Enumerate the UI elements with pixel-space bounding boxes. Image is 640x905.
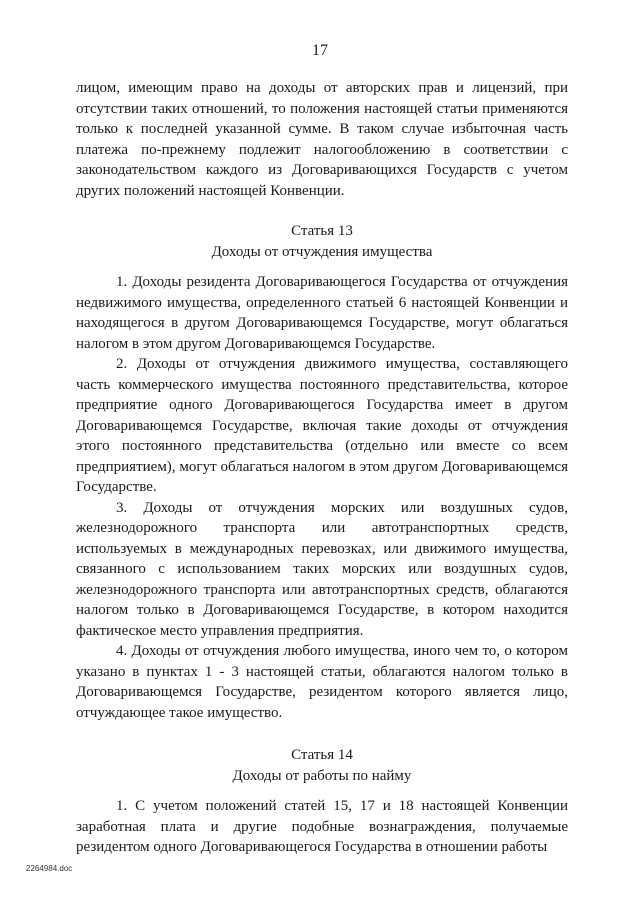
article-14-number: Статья 14 <box>291 747 353 763</box>
article-13-body <box>76 272 568 723</box>
article-13-paragraph-3: 3. Доходы от отчуждения морских или воздушных судов, железнодорожного транспорта или автотранспортных средств, используемых в международных перевозках, или движимого имущества, связанного с использованием таких морских или воздушных судов, железнодорожного транспорта или автотранспортных средств, облагаются налогом только в Договаривающемся Государстве, в котором находится фактическое место управления предприятия. <box>76 499 568 639</box>
article-14-body <box>76 796 568 858</box>
article-14-paragraph-1: 1. С учетом положений статей 15, 17 и 18 настоящей Конвенции заработная плата и другие подобные вознаграждения, получаемые резидентом одного Договаривающегося Государства в отношении работы <box>76 798 568 855</box>
article-13-number: Статья 13 <box>291 223 353 239</box>
page-number: 17 <box>312 42 328 59</box>
article-13-paragraph-4: 4. Доходы от отчуждения любого имущества, иного чем то, о котором указано в пунктах 1 - 3 настоящей статьи, облагаются налогом только в Договаривающемся Государстве, резидентом которого является лицо, отчуждающее такое имущество. <box>76 643 568 721</box>
document-body <box>76 78 568 858</box>
footer-filename: 2264984.doc <box>26 864 73 873</box>
article-13-heading <box>76 221 568 262</box>
paragraph-continuation: лицом, имеющим право на доходы от авторских прав и лицензий, при отсутствии таких отношений, то положения настоящей статьи применяются только к последней указанной сумме. В таком случае избыточная часть платежа по-прежнему подлежит налогообложению в соответствии с законодательством каждого из Договаривающихся Государств с учетом других положений настоящей Конвенции. <box>76 80 568 199</box>
article-13-paragraph-2: 2. Доходы от отчуждения движимого имущества, составляющего часть коммерческого имущества постоянного представительства, которое предприятие одного Договаривающегося Государства имеет в другом Договаривающемся Государстве, включая такие доходы от отчуждения этого постоянного представительства (отдельно или вместе со всем предприятием), могут облагаться налогом в этом другом Договаривающемся Государстве. <box>76 356 568 495</box>
article-13-title: Доходы от отчуждения имущества <box>211 243 433 260</box>
article-13-paragraph-1: 1. Доходы резидента Договаривающегося Государства от отчуждения недвижимого имущества, определенного статьей 6 настоящей Конвенции и находящегося в другом Договаривающемся Государстве, могут облагаться налогом в этом другом Договаривающемся Государстве. <box>76 274 568 352</box>
article-14-heading <box>76 745 568 786</box>
article-14-title: Доходы от работы по найму <box>232 767 412 784</box>
